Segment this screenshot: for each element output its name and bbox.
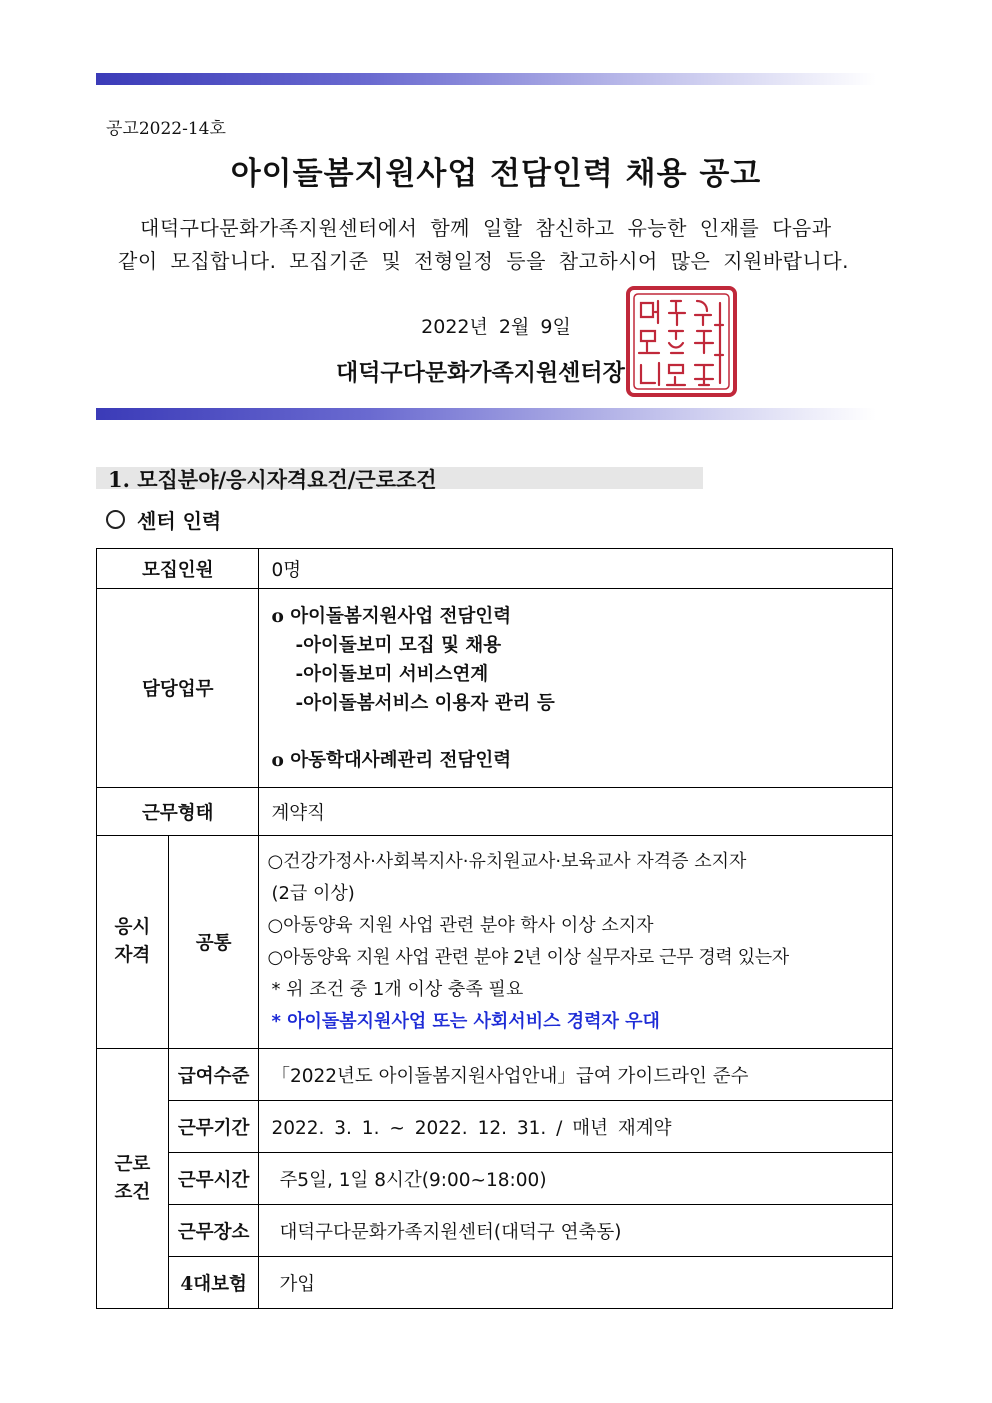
qualification-item: ○아동양육 지원 사업 관련 분야 학사 이상 소지자 <box>267 915 654 936</box>
subsection-title-text: 센터 인력 <box>137 509 222 533</box>
qualification-item: ○아동양육 지원 사업 관련 분야 2년 이상 실무자로 근무 경력 있는자 <box>267 947 789 968</box>
employment-value: 계약직 <box>259 788 893 836</box>
duty-item: -아이돌보미 모집 및 채용 <box>295 634 502 656</box>
bottom-decorative-bar <box>96 408 876 420</box>
duty-row <box>97 589 893 788</box>
duty-item: o 아이돌봄지원사업 전담인력 <box>271 605 512 627</box>
qualification-preference-note: * 아이돌봄지원사업 또는 사회서비스 경력자 우대 <box>271 1011 660 1032</box>
insurance-value: 가입 <box>259 1257 893 1309</box>
duty-item: o 아동학대사례관리 전담인력 <box>271 749 512 771</box>
salary-value: 「2022년도 아이돌봄지원사업안내」급여 가이드라인 준수 <box>259 1049 893 1101</box>
qualification-note: * 위 조건 중 1개 이상 충족 필요 <box>271 979 524 1000</box>
page-title: 아이돌봄지원사업 전담인력 채용 공고 <box>230 156 762 192</box>
work-place-value: 대덕구다문화가족지원센터(대덕구 연축동) <box>259 1205 893 1257</box>
salary-label: 급여수준 <box>168 1049 259 1101</box>
top-decorative-bar <box>96 73 876 85</box>
employment-row <box>97 788 893 836</box>
intro-line-1: 대덕구다문화가족지원센터에서 함께 일할 참신하고 유능한 인재를 다음과 <box>140 216 832 240</box>
duty-item: -아이돌보미 서비스연계 <box>295 663 489 685</box>
work-period-value: 2022. 3. 1. ~ 2022. 12. 31. / 매년 재계약 <box>259 1101 893 1153</box>
section-title: 1. 모집분야/응시자격요건/근로조건 <box>108 467 437 492</box>
subsection-title <box>106 505 221 534</box>
duty-item: -아이돌봄서비스 이용자 관리 등 <box>295 692 555 714</box>
notice-date: 2022년 2월 9일 <box>421 316 571 338</box>
work-condition-label: 근로 조건 <box>97 1049 169 1309</box>
qualification-list <box>259 836 893 1049</box>
recruit-row <box>97 549 893 589</box>
employment-label: 근무형태 <box>97 788 259 836</box>
work-condition-row <box>97 1153 893 1205</box>
duty-spacer <box>271 718 892 746</box>
work-condition-row <box>97 1049 893 1101</box>
qualification-item: (2급 이상) <box>271 883 355 904</box>
qualification-label: 응시 자격 <box>97 836 169 1049</box>
qualification-common-label: 공통 <box>168 836 259 1049</box>
recruitment-table <box>96 548 893 1309</box>
work-condition-row <box>97 1101 893 1153</box>
circle-bullet-icon <box>106 510 125 529</box>
official-seal-stamp <box>625 285 738 398</box>
duty-label: 담당업무 <box>97 589 259 788</box>
work-hours-label: 근무시간 <box>168 1153 259 1205</box>
insurance-label: 4대보험 <box>168 1257 259 1309</box>
work-place-label: 근무장소 <box>168 1205 259 1257</box>
qualification-row <box>97 836 893 1049</box>
duty-list <box>259 589 893 788</box>
work-period-label: 근무기간 <box>168 1101 259 1153</box>
recruit-value: 0명 <box>259 549 893 589</box>
intro-line-2: 같이 모집합니다. 모집기준 및 전형일정 등을 참고하시어 많은 지원바랍니다. <box>118 249 849 273</box>
qualification-item: ○건강가정사·사회복지사·유치원교사·보육교사 자격증 소지자 <box>267 851 747 872</box>
signer-name: 대덕구다문화가족지원센터장 <box>336 360 625 386</box>
recruit-label: 모집인원 <box>97 549 259 589</box>
work-hours-value: 주5일, 1일 8시간(9:00~18:00) <box>259 1153 893 1205</box>
work-condition-row <box>97 1257 893 1309</box>
notice-number: 공고2022-14호 <box>106 119 226 139</box>
work-condition-row <box>97 1205 893 1257</box>
